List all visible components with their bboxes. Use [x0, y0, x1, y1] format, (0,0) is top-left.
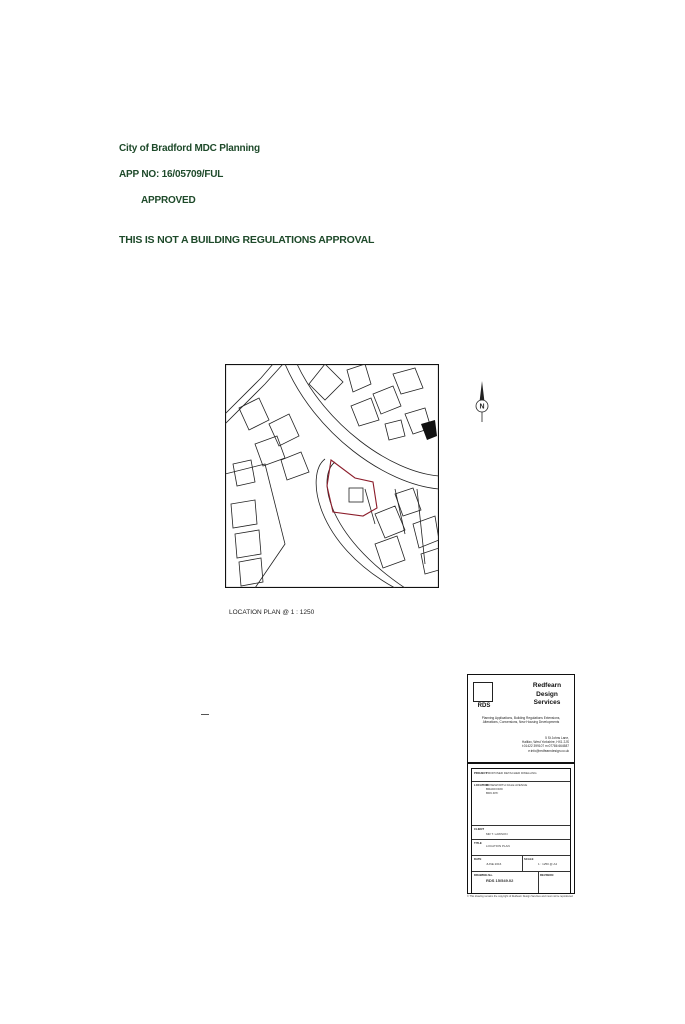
revision-label: REVISION: [540, 873, 554, 877]
building-regulations-notice: THIS IS NOT A BUILDING REGULATIONS APPROVAL: [119, 234, 375, 246]
planning-stamp-title: City of Bradford MDC Planning: [119, 143, 260, 154]
stray-mark: [201, 714, 209, 715]
title-label: TITLE: [474, 841, 482, 845]
copyright-footer: © This drawing remains the copyright of Redfearn Design Services and must not be reproduced: [467, 895, 573, 898]
north-label: N: [479, 403, 485, 411]
client-value: MR T. LAWSON: [486, 832, 508, 836]
north-arrow-icon: [468, 380, 496, 424]
drawing-title-block: [467, 674, 576, 899]
project-label: PROJECT: [474, 771, 488, 775]
logo-text: RDS: [477, 703, 491, 709]
drawing-number-value: RDS 15/549.02: [486, 878, 514, 883]
date-value: JUNE 2016: [486, 862, 502, 866]
client-label: CLIENT: [474, 827, 485, 831]
scale-value: 1 : 1250 @ A4: [538, 862, 558, 866]
application-number: APP NO: 16/05709/FUL: [119, 169, 224, 180]
title-value: LOCATION PLAN: [486, 844, 510, 848]
project-value: PROPOSED DETACHED DWELLING: [486, 771, 537, 775]
services-text: Planning Applications, Building Regulations Extensions, Alterations, Conversions, New Housing Developments: [481, 716, 561, 725]
date-label: DATE: [474, 857, 482, 861]
company-name: Redfearn Design Services: [532, 682, 562, 706]
location-label: LOCATION: [474, 783, 489, 787]
drawing-number-label: DRAWING No.: [474, 873, 493, 877]
company-address: 5 St Johns Lane, Halifax, West Yorkshire, HX1 2JS t:01422 399107 m:07786 664587 e:info@redfearndesign.co.uk: [521, 736, 569, 753]
company-logo: [473, 682, 493, 702]
scale-label: SCALE: [524, 857, 534, 861]
drawing-details-panel: [471, 768, 571, 894]
location-value: ROSEWORTH DALE AVENUE BRADFORD BD9 4PF: [486, 783, 528, 795]
approval-status: APPROVED: [141, 195, 196, 206]
location-plan-caption: LOCATION PLAN @ 1 : 1250: [229, 609, 315, 616]
location-plan-map: [225, 364, 439, 588]
